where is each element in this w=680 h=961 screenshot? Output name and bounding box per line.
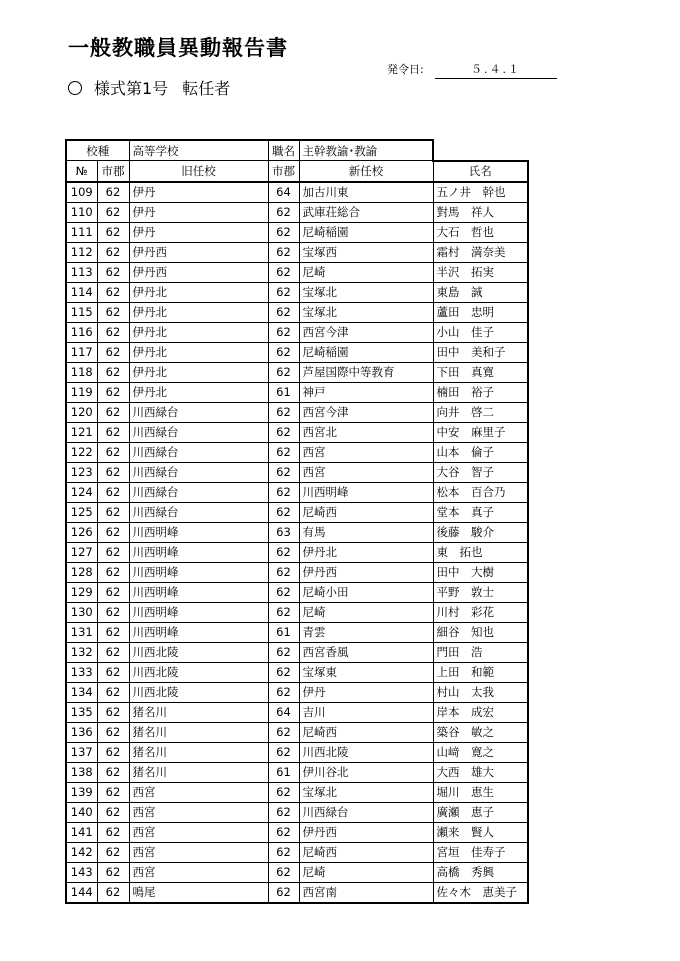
transfer-table <box>65 139 529 904</box>
school-type-label: 校種 <box>66 140 129 161</box>
cell-new-city-code: 61 <box>268 622 299 642</box>
cell-name: 楠田 裕子 <box>433 382 528 402</box>
table-row <box>66 762 528 782</box>
cell-old-school: 伊丹 <box>129 202 268 222</box>
cell-new-school: 尼崎西 <box>299 842 433 862</box>
header-new-city-code: 市郡 <box>268 161 299 182</box>
cell-new-school: 西宮香風 <box>299 642 433 662</box>
cell-name: 半沢 拓実 <box>433 262 528 282</box>
cell-old-school: 伊丹 <box>129 222 268 242</box>
cell-no: 110 <box>66 202 97 222</box>
cell-old-city-code: 62 <box>97 382 129 402</box>
cell-new-city-code: 62 <box>268 642 299 662</box>
cell-old-school: 猪名川 <box>129 742 268 762</box>
cell-old-school: 西宮 <box>129 782 268 802</box>
cell-old-city-code: 62 <box>97 282 129 302</box>
blank-cell <box>433 140 528 161</box>
cell-old-school: 川西明峰 <box>129 622 268 642</box>
cell-new-city-code: 61 <box>268 382 299 402</box>
issue-date-label: 発令日: <box>387 63 424 76</box>
cell-old-school: 西宮 <box>129 802 268 822</box>
page-title: 一般教職員異動報告書 <box>68 36 288 60</box>
cell-new-city-code: 62 <box>268 262 299 282</box>
cell-old-city-code: 62 <box>97 522 129 542</box>
cell-no: 132 <box>66 642 97 662</box>
cell-old-city-code: 62 <box>97 742 129 762</box>
cell-old-school: 鳴尾 <box>129 882 268 903</box>
cell-name: 川村 彩花 <box>433 602 528 622</box>
cell-no: 129 <box>66 582 97 602</box>
cell-new-city-code: 62 <box>268 242 299 262</box>
cell-old-city-code: 62 <box>97 222 129 242</box>
position-label: 職名 <box>268 140 299 161</box>
cell-name: 村山 太我 <box>433 682 528 702</box>
cell-new-city-code: 62 <box>268 502 299 522</box>
cell-name: 田中 大樹 <box>433 562 528 582</box>
table-row <box>66 722 528 742</box>
cell-no: 114 <box>66 282 97 302</box>
header-name: 氏名 <box>433 161 528 182</box>
cell-new-school: 尼崎西 <box>299 722 433 742</box>
cell-old-city-code: 62 <box>97 542 129 562</box>
cell-no: 123 <box>66 462 97 482</box>
cell-name: 下田 真寛 <box>433 362 528 382</box>
cell-old-school: 川西緑台 <box>129 482 268 502</box>
cell-name: 宮垣 佳寿子 <box>433 842 528 862</box>
table-row <box>66 542 528 562</box>
cell-name: 東 拓也 <box>433 542 528 562</box>
cell-no: 122 <box>66 442 97 462</box>
table-row <box>66 382 528 402</box>
table-row <box>66 662 528 682</box>
cell-new-school: 神戸 <box>299 382 433 402</box>
cell-old-school: 川西明峰 <box>129 522 268 542</box>
cell-new-school: 川西北陵 <box>299 742 433 762</box>
table-row <box>66 882 528 903</box>
cell-old-city-code: 62 <box>97 562 129 582</box>
school-type-value: 高等学校 <box>129 140 268 161</box>
table-row <box>66 302 528 322</box>
table-row <box>66 582 528 602</box>
cell-new-school: 伊丹西 <box>299 822 433 842</box>
cell-new-city-code: 62 <box>268 282 299 302</box>
cell-name: 岸本 成宏 <box>433 702 528 722</box>
cell-name: 上田 和範 <box>433 662 528 682</box>
cell-old-city-code: 62 <box>97 842 129 862</box>
cell-old-city-code: 62 <box>97 582 129 602</box>
cell-new-city-code: 62 <box>268 202 299 222</box>
cell-old-school: 西宮 <box>129 822 268 842</box>
cell-name: 松本 百合乃 <box>433 482 528 502</box>
header-old-school: 旧任校 <box>129 161 268 182</box>
cell-new-city-code: 62 <box>268 342 299 362</box>
table-row <box>66 682 528 702</box>
issue-date-value: ５.４.１ <box>435 61 557 79</box>
cell-new-city-code: 62 <box>268 782 299 802</box>
cell-no: 115 <box>66 302 97 322</box>
cell-name: 蘆田 忠明 <box>433 302 528 322</box>
cell-new-city-code: 63 <box>268 522 299 542</box>
cell-new-school: 伊丹西 <box>299 562 433 582</box>
form-subtitle <box>68 76 230 99</box>
table-row <box>66 642 528 662</box>
cell-name: 後藤 駿介 <box>433 522 528 542</box>
cell-new-school: 伊丹北 <box>299 542 433 562</box>
cell-old-city-code: 62 <box>97 462 129 482</box>
cell-new-city-code: 62 <box>268 682 299 702</box>
cell-no: 128 <box>66 562 97 582</box>
cell-old-school: 伊丹西 <box>129 242 268 262</box>
table-row <box>66 242 528 262</box>
cell-old-city-code: 62 <box>97 822 129 842</box>
cell-no: 139 <box>66 782 97 802</box>
cell-no: 142 <box>66 842 97 862</box>
cell-new-school: 宝塚西 <box>299 242 433 262</box>
cell-old-city-code: 62 <box>97 602 129 622</box>
table-row <box>66 602 528 622</box>
meta-row <box>66 140 528 161</box>
cell-old-city-code: 62 <box>97 182 129 203</box>
table-row <box>66 422 528 442</box>
cell-new-school: 有馬 <box>299 522 433 542</box>
cell-old-city-code: 62 <box>97 782 129 802</box>
cell-old-school: 川西北陵 <box>129 642 268 662</box>
cell-new-city-code: 64 <box>268 182 299 203</box>
cell-name: 大谷 智子 <box>433 462 528 482</box>
cell-no: 111 <box>66 222 97 242</box>
cell-old-school: 伊丹北 <box>129 342 268 362</box>
circle-bullet-icon <box>68 81 82 95</box>
table-row <box>66 402 528 422</box>
transfer-type: 転任者 <box>182 79 231 98</box>
table-row <box>66 782 528 802</box>
cell-new-school: 宝塚北 <box>299 282 433 302</box>
cell-new-city-code: 62 <box>268 862 299 882</box>
cell-old-city-code: 62 <box>97 422 129 442</box>
cell-new-city-code: 62 <box>268 602 299 622</box>
cell-name: 對馬 祥人 <box>433 202 528 222</box>
cell-new-school: 西宮南 <box>299 882 433 903</box>
cell-no: 130 <box>66 602 97 622</box>
cell-old-school: 川西緑台 <box>129 462 268 482</box>
position-value: 主幹教諭･教諭 <box>299 140 433 161</box>
cell-new-school: 青雲 <box>299 622 433 642</box>
cell-old-school: 川西北陵 <box>129 662 268 682</box>
cell-new-school: 加古川東 <box>299 182 433 203</box>
cell-old-school: 伊丹北 <box>129 382 268 402</box>
header-new-school: 新任校 <box>299 161 433 182</box>
table-row <box>66 342 528 362</box>
cell-new-school: 西宮 <box>299 442 433 462</box>
cell-new-school: 西宮 <box>299 462 433 482</box>
cell-name: 堂本 真子 <box>433 502 528 522</box>
cell-name: 佐々木 恵美子 <box>433 882 528 903</box>
cell-name: 築谷 敏之 <box>433 722 528 742</box>
cell-new-school: 尼崎小田 <box>299 582 433 602</box>
cell-old-city-code: 62 <box>97 622 129 642</box>
cell-old-school: 川西明峰 <box>129 582 268 602</box>
cell-old-city-code: 62 <box>97 762 129 782</box>
cell-old-school: 伊丹北 <box>129 302 268 322</box>
cell-no: 116 <box>66 322 97 342</box>
cell-new-school: 尼崎西 <box>299 502 433 522</box>
cell-new-city-code: 62 <box>268 462 299 482</box>
cell-no: 137 <box>66 742 97 762</box>
cell-old-school: 川西緑台 <box>129 402 268 422</box>
cell-no: 117 <box>66 342 97 362</box>
cell-new-city-code: 62 <box>268 842 299 862</box>
cell-new-school: 尼崎 <box>299 262 433 282</box>
header-old-city-code: 市郡 <box>97 161 129 182</box>
table-row <box>66 282 528 302</box>
cell-new-school: 芦屋国際中等教育 <box>299 362 433 382</box>
cell-old-city-code: 62 <box>97 342 129 362</box>
cell-old-city-code: 62 <box>97 682 129 702</box>
cell-name: 小山 佳子 <box>433 322 528 342</box>
cell-old-school: 川西緑台 <box>129 422 268 442</box>
cell-old-city-code: 62 <box>97 722 129 742</box>
cell-old-city-code: 62 <box>97 402 129 422</box>
cell-old-school: 川西明峰 <box>129 602 268 622</box>
cell-new-city-code: 62 <box>268 802 299 822</box>
cell-new-school: 宝塚北 <box>299 782 433 802</box>
table-row <box>66 462 528 482</box>
cell-old-city-code: 62 <box>97 362 129 382</box>
cell-name: 向井 啓二 <box>433 402 528 422</box>
cell-no: 124 <box>66 482 97 502</box>
cell-old-school: 西宮 <box>129 862 268 882</box>
cell-name: 廣瀬 恵子 <box>433 802 528 822</box>
table-row <box>66 702 528 722</box>
table-row <box>66 442 528 462</box>
cell-name: 門田 浩 <box>433 642 528 662</box>
cell-no: 120 <box>66 402 97 422</box>
table-row <box>66 802 528 822</box>
cell-new-city-code: 62 <box>268 822 299 842</box>
cell-old-city-code: 62 <box>97 642 129 662</box>
cell-no: 136 <box>66 722 97 742</box>
cell-name: 田中 美和子 <box>433 342 528 362</box>
cell-old-city-code: 62 <box>97 662 129 682</box>
cell-no: 113 <box>66 262 97 282</box>
cell-name: 五ノ井 幹也 <box>433 182 528 203</box>
cell-new-school: 吉川 <box>299 702 433 722</box>
cell-new-school: 西宮北 <box>299 422 433 442</box>
cell-old-school: 川西明峰 <box>129 542 268 562</box>
cell-old-city-code: 62 <box>97 882 129 903</box>
cell-new-school: 尼崎 <box>299 602 433 622</box>
cell-old-city-code: 62 <box>97 322 129 342</box>
cell-no: 126 <box>66 522 97 542</box>
cell-no: 135 <box>66 702 97 722</box>
table-row <box>66 622 528 642</box>
cell-new-city-code: 62 <box>268 562 299 582</box>
cell-new-city-code: 62 <box>268 402 299 422</box>
cell-no: 134 <box>66 682 97 702</box>
cell-no: 127 <box>66 542 97 562</box>
cell-old-school: 伊丹 <box>129 182 268 203</box>
cell-new-city-code: 62 <box>268 542 299 562</box>
cell-old-school: 伊丹西 <box>129 262 268 282</box>
cell-new-school: 伊丹 <box>299 682 433 702</box>
cell-old-city-code: 62 <box>97 262 129 282</box>
cell-new-school: 川西明峰 <box>299 482 433 502</box>
cell-old-school: 伊丹北 <box>129 362 268 382</box>
cell-new-city-code: 62 <box>268 442 299 462</box>
cell-no: 141 <box>66 822 97 842</box>
cell-old-city-code: 62 <box>97 482 129 502</box>
cell-no: 121 <box>66 422 97 442</box>
cell-name: 山本 倫子 <box>433 442 528 462</box>
cell-new-city-code: 62 <box>268 362 299 382</box>
cell-no: 133 <box>66 662 97 682</box>
cell-new-school: 川西緑台 <box>299 802 433 822</box>
cell-old-school: 川西緑台 <box>129 502 268 522</box>
cell-new-school: 尼崎稲園 <box>299 222 433 242</box>
table-row <box>66 262 528 282</box>
cell-old-school: 川西明峰 <box>129 562 268 582</box>
cell-no: 140 <box>66 802 97 822</box>
cell-new-city-code: 64 <box>268 702 299 722</box>
table-row <box>66 562 528 582</box>
cell-no: 144 <box>66 882 97 903</box>
cell-old-city-code: 62 <box>97 302 129 322</box>
cell-old-city-code: 62 <box>97 702 129 722</box>
cell-old-city-code: 62 <box>97 502 129 522</box>
table-row <box>66 182 528 203</box>
cell-old-school: 伊丹北 <box>129 322 268 342</box>
issue-date <box>387 61 521 77</box>
cell-old-school: 西宮 <box>129 842 268 862</box>
cell-new-city-code: 62 <box>268 322 299 342</box>
cell-no: 112 <box>66 242 97 262</box>
cell-name: 山﨑 寛之 <box>433 742 528 762</box>
cell-new-city-code: 62 <box>268 882 299 903</box>
table-row <box>66 862 528 882</box>
cell-old-city-code: 62 <box>97 442 129 462</box>
cell-name: 霜村 満奈美 <box>433 242 528 262</box>
cell-old-school: 猪名川 <box>129 702 268 722</box>
table-row <box>66 822 528 842</box>
cell-new-city-code: 61 <box>268 762 299 782</box>
table-row <box>66 842 528 862</box>
cell-name: 大西 雄大 <box>433 762 528 782</box>
cell-new-city-code: 62 <box>268 422 299 442</box>
cell-new-school: 西宮今津 <box>299 402 433 422</box>
cell-old-school: 猪名川 <box>129 762 268 782</box>
cell-name: 大石 哲也 <box>433 222 528 242</box>
cell-no: 118 <box>66 362 97 382</box>
cell-old-city-code: 62 <box>97 202 129 222</box>
cell-new-school: 西宮今津 <box>299 322 433 342</box>
cell-new-city-code: 62 <box>268 482 299 502</box>
table-row <box>66 522 528 542</box>
cell-new-school: 尼崎 <box>299 862 433 882</box>
cell-old-city-code: 62 <box>97 802 129 822</box>
cell-new-school: 宝塚北 <box>299 302 433 322</box>
table-row <box>66 362 528 382</box>
cell-new-city-code: 62 <box>268 662 299 682</box>
cell-new-city-code: 62 <box>268 722 299 742</box>
cell-new-school: 伊川谷北 <box>299 762 433 782</box>
table-row <box>66 222 528 242</box>
header-row <box>66 161 528 182</box>
cell-no: 143 <box>66 862 97 882</box>
table-row <box>66 322 528 342</box>
cell-no: 138 <box>66 762 97 782</box>
cell-new-school: 宝塚東 <box>299 662 433 682</box>
cell-name: 瀬来 賢人 <box>433 822 528 842</box>
cell-name: 細谷 知也 <box>433 622 528 642</box>
cell-old-school: 川西北陵 <box>129 682 268 702</box>
header-no: № <box>66 161 97 182</box>
cell-new-city-code: 62 <box>268 302 299 322</box>
table-row <box>66 482 528 502</box>
form-number: 様式第1号 <box>94 79 169 98</box>
cell-old-city-code: 62 <box>97 242 129 262</box>
cell-new-school: 武庫荘総合 <box>299 202 433 222</box>
cell-name: 高橋 秀興 <box>433 862 528 882</box>
cell-new-city-code: 62 <box>268 222 299 242</box>
cell-name: 堀川 恵生 <box>433 782 528 802</box>
cell-old-school: 伊丹北 <box>129 282 268 302</box>
cell-no: 131 <box>66 622 97 642</box>
cell-name: 中安 麻里子 <box>433 422 528 442</box>
cell-no: 109 <box>66 182 97 203</box>
cell-name: 平野 敦士 <box>433 582 528 602</box>
cell-old-school: 川西緑台 <box>129 442 268 462</box>
table-row <box>66 502 528 522</box>
table-row <box>66 202 528 222</box>
cell-no: 119 <box>66 382 97 402</box>
cell-new-city-code: 62 <box>268 742 299 762</box>
cell-new-school: 尼崎稲園 <box>299 342 433 362</box>
cell-name: 東島 誠 <box>433 282 528 302</box>
cell-old-city-code: 62 <box>97 862 129 882</box>
cell-no: 125 <box>66 502 97 522</box>
table-row <box>66 742 528 762</box>
cell-new-city-code: 62 <box>268 582 299 602</box>
cell-old-school: 猪名川 <box>129 722 268 742</box>
